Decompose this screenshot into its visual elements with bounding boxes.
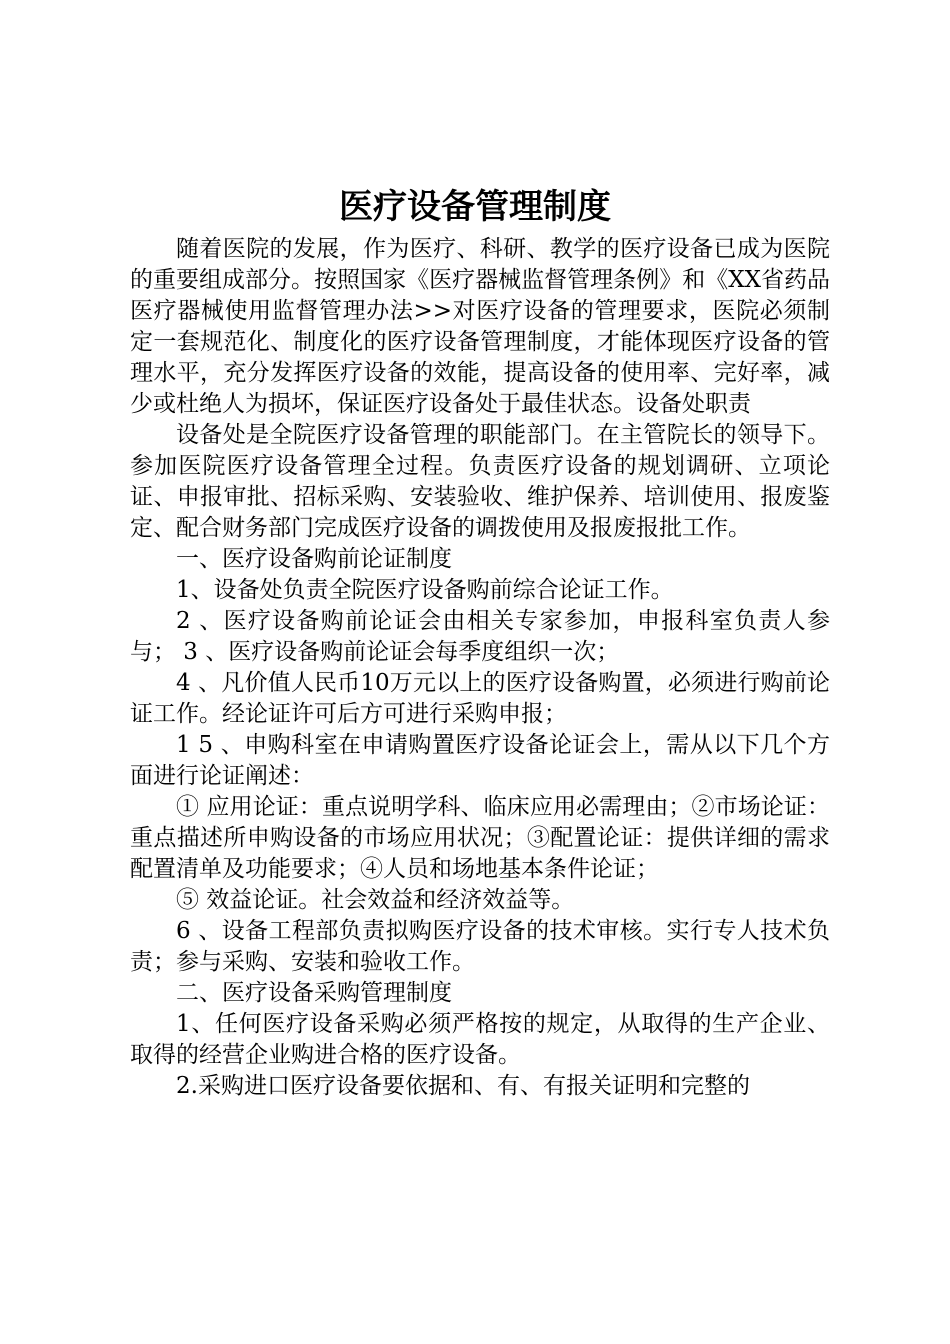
- list-item-4: 4 、凡价值人民币10万元以上的医疗设备购置，必须进行购前论证工作。经论证许可后方可进行采购申报；: [130, 670, 830, 727]
- list-item-2-3: 2 、医疗设备购前论证会由相关专家参加，申报科室负责人参与； 3 、医疗设备购前论证会每季度组织一次；: [130, 608, 830, 665]
- list-item-1: 1、设备处负责全院医疗设备购前综合论证工作。: [176, 577, 674, 603]
- section-heading-2: 二、医疗设备采购管理制度: [176, 980, 452, 1006]
- list-item-6: 6 、设备工程部负责拟购医疗设备的技术审核。实行专人技术负责；参与采购、安装和验收工作。: [130, 918, 830, 975]
- list-item-5-benefit: ⑤ 效益论证。社会效益和经济效益等。: [176, 887, 575, 913]
- paragraph-intro: 随着医院的发展，作为医疗、科研、教学的医疗设备已成为医院的重要组成部分。按照国家《医疗器械监督管理条例》和《XX省药品医疗器械使用监督管理办法>>对医疗设备的管理要求，医院必须制定一套规范化、制度化的医疗设备管理制度，才能体现医疗设备的管理水平，充分发挥医疗设备的效能，提高设备的使用率、完好率，减少或杜绝人为损坏，保证医疗设备处于最佳状态。设备处职责: [130, 236, 830, 417]
- list-item-5-details: ① 应用论证：重点说明学科、临床应用必需理由；②市场论证：重点描述所申购设备的市场应用状况；③配置论证：提供详细的需求配置清单及功能要求；④人员和场地基本条件论证；: [130, 794, 830, 882]
- document-title: 医疗设备管理制度: [339, 187, 611, 227]
- document-body: [130, 234, 830, 1102]
- list-item-5: 1 5 、申购科室在申请购置医疗设备论证会上，需从以下几个方面进行论证阐述：: [130, 732, 830, 789]
- paragraph-department-duties: 设备处是全院医疗设备管理的职能部门。在主管院长的领导下。参加医院医疗设备管理全过程。负责医疗设备的规划调研、立项论证、申报审批、招标采购、安装验收、维护保养、培训使用、报废鉴定、配合财务部门完成医疗设备的调拨使用及报废报批工作。: [130, 422, 830, 541]
- section-heading-1: 一、医疗设备购前论证制度: [176, 546, 452, 572]
- procurement-item-1: 1、任何医疗设备采购必须严格按的规定，从取得的生产企业、取得的经营企业购进合格的医疗设备。: [130, 1011, 830, 1068]
- procurement-item-2: 2.采购进口医疗设备要依据和、有、有报关证明和完整的: [176, 1073, 750, 1099]
